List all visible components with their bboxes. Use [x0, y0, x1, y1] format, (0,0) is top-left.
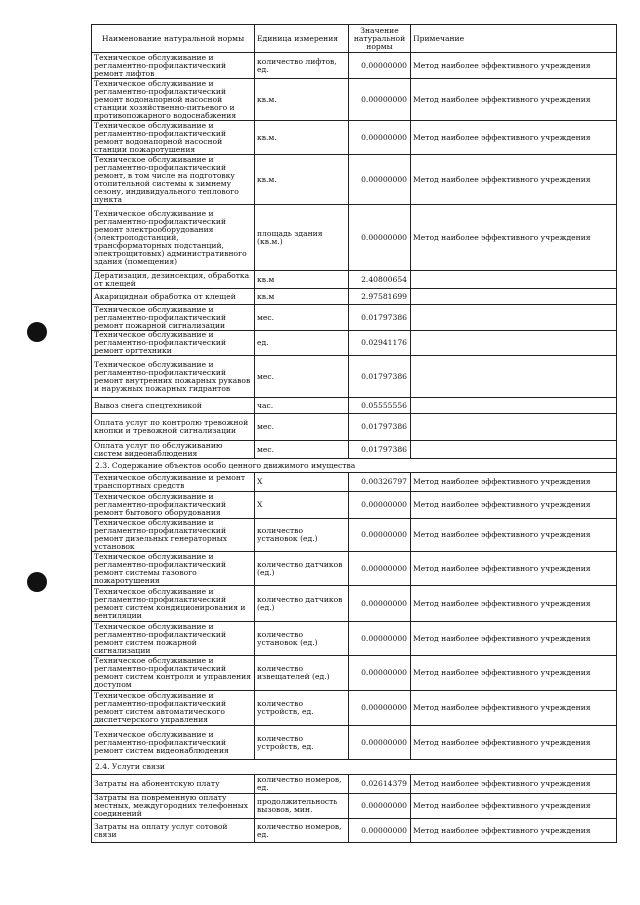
note-cell: Метод наиболее эффективного учреждения [411, 492, 617, 519]
table-row [92, 414, 617, 441]
value-cell: 0.02941176 [349, 331, 411, 356]
note-cell: Метод наиболее эффективного учреждения [411, 794, 617, 819]
value-cell: 0.00000000 [349, 622, 411, 656]
value-cell: 0.00326797 [349, 473, 411, 492]
norm-name-cell: Техническое обслуживание и регламентно-профилактический ремонт электрооборудования (электроподстанций, трансформаторных подстанций, электрощитовых) административного здания (помещения) [92, 205, 255, 271]
table-row [92, 492, 617, 519]
unit-cell: количество устройств, ед. [255, 691, 349, 726]
norms-table [91, 24, 617, 843]
value-cell: 0.00000000 [349, 794, 411, 819]
value-cell: 0.00000000 [349, 656, 411, 691]
note-cell: Метод наиболее эффективного учреждения [411, 53, 617, 79]
note-cell: Метод наиболее эффективного учреждения [411, 586, 617, 622]
note-cell: Метод наиболее эффективного учреждения [411, 622, 617, 656]
table-row [92, 794, 617, 819]
table-row [92, 622, 617, 656]
table-row [92, 79, 617, 121]
unit-cell: количество датчиков (ед.) [255, 552, 349, 586]
value-cell: 0.00000000 [349, 79, 411, 121]
unit-cell: час. [255, 398, 349, 414]
note-cell: Метод наиболее эффективного учреждения [411, 121, 617, 155]
norm-name-cell: Техническое обслуживание и регламентно-профилактический ремонт дизельных генераторных установок [92, 519, 255, 552]
section-title: 2.3. Содержание объектов особо ценного движимого имущества [92, 459, 617, 473]
section-row [92, 760, 617, 775]
norm-name-cell: Акарицидная обработка от клещей [92, 289, 255, 305]
norm-name-cell: Затраты на оплату услуг сотовой связи [92, 819, 255, 843]
unit-cell: продолжительность вызовов, мин. [255, 794, 349, 819]
unit-cell: количество номеров, ед. [255, 775, 349, 794]
norm-name-cell: Техническое обслуживание и регламентно-профилактический ремонт пожарной сигнализации [92, 305, 255, 331]
norm-name-cell: Техническое обслуживание и регламентно-профилактический ремонт систем контроля и управления доступом [92, 656, 255, 691]
table-row [92, 155, 617, 205]
value-cell: 0.00000000 [349, 205, 411, 271]
value-cell: 0.00000000 [349, 492, 411, 519]
norm-name-cell: Техническое обслуживание и регламентно-профилактический ремонт систем видеонаблюдения [92, 726, 255, 760]
table-row [92, 519, 617, 552]
header-note-cell: Примечание [411, 25, 617, 53]
unit-cell: количество устройств, ед. [255, 726, 349, 760]
norm-name-cell: Вывоз снега спецтехникой [92, 398, 255, 414]
value-cell: 0.01797386 [349, 356, 411, 398]
note-cell: Метод наиболее эффективного учреждения [411, 819, 617, 843]
norm-name-cell: Затраты на абонентскую плату [92, 775, 255, 794]
section-title: 2.4. Услуги связи [92, 760, 617, 775]
table-row [92, 121, 617, 155]
table-row [92, 356, 617, 398]
unit-cell: количество датчиков (ед.) [255, 586, 349, 622]
value-cell: 0.00000000 [349, 155, 411, 205]
unit-cell: кв.м [255, 271, 349, 289]
value-cell: 0.00000000 [349, 552, 411, 586]
value-cell: 0.02614379 [349, 775, 411, 794]
unit-cell: количество лифтов, ед. [255, 53, 349, 79]
norm-name-cell: Оплата услуг по обслуживанию систем видеонаблюдения [92, 441, 255, 459]
norm-name-cell: Техническое обслуживание и регламентно-профилактический ремонт бытового оборудования [92, 492, 255, 519]
value-cell: 0.00000000 [349, 121, 411, 155]
note-cell: Метод наиболее эффективного учреждения [411, 155, 617, 205]
table-row [92, 331, 617, 356]
unit-cell: ед. [255, 331, 349, 356]
unit-cell: кв.м. [255, 121, 349, 155]
norm-name-cell: Дератизация, дезинсекция, обработка от клещей [92, 271, 255, 289]
header-name-cell: Наименование натуральной нормы [92, 25, 255, 53]
table-row [92, 656, 617, 691]
unit-cell: Х [255, 492, 349, 519]
value-cell: 0.01797386 [349, 305, 411, 331]
value-cell: 0.00000000 [349, 691, 411, 726]
norm-name-cell: Техническое обслуживание и регламентно-профилактический ремонт внутренних пожарных рукавов и наружных пожарных гидрантов [92, 356, 255, 398]
value-cell: 2.97581699 [349, 289, 411, 305]
norm-name-cell: Техническое обслуживание и регламентно-профилактический ремонт оргтехники [92, 331, 255, 356]
norm-name-cell: Техническое обслуживание и регламентно-профилактический ремонт лифтов [92, 53, 255, 79]
punch-hole [27, 322, 47, 342]
table-row [92, 53, 617, 79]
value-cell: 0.01797386 [349, 414, 411, 441]
note-cell [411, 398, 617, 414]
unit-cell: количество установок (ед.) [255, 519, 349, 552]
unit-cell: кв.м. [255, 155, 349, 205]
norm-name-cell: Техническое обслуживание и регламентно-профилактический ремонт системы газового пожаротушения [92, 552, 255, 586]
table-row [92, 552, 617, 586]
norm-name-cell: Оплата услуг по контролю тревожной кнопки и тревожной сигнализации [92, 414, 255, 441]
norm-name-cell: Техническое обслуживание и регламентно-профилактический ремонт систем автоматического диспетчерского управления [92, 691, 255, 726]
value-cell: 0.05555556 [349, 398, 411, 414]
unit-cell: мес. [255, 414, 349, 441]
note-cell: Метод наиболее эффективного учреждения [411, 775, 617, 794]
table-row [92, 691, 617, 726]
norm-name-cell: Техническое обслуживание и регламентно-профилактический ремонт водонапорной насосной станции хозяйственно-питьевого и противопожарного водоснабжения [92, 79, 255, 121]
unit-cell: площадь здания (кв.м.) [255, 205, 349, 271]
unit-cell: количество установок (ед.) [255, 622, 349, 656]
unit-cell: Х [255, 473, 349, 492]
note-cell [411, 271, 617, 289]
note-cell: Метод наиболее эффективного учреждения [411, 656, 617, 691]
note-cell: Метод наиболее эффективного учреждения [411, 205, 617, 271]
unit-cell: количество извещателей (ед.) [255, 656, 349, 691]
norm-name-cell: Техническое обслуживание и регламентно-профилактический ремонт, в том числе на подготовку отопительной системы к зимнему сезону, индивидуального теплового пункта [92, 155, 255, 205]
note-cell: Метод наиболее эффективного учреждения [411, 691, 617, 726]
table-row [92, 271, 617, 289]
punch-hole [27, 572, 47, 592]
note-cell: Метод наиболее эффективного учреждения [411, 79, 617, 121]
unit-cell: мес. [255, 305, 349, 331]
note-cell [411, 441, 617, 459]
table-row [92, 289, 617, 305]
table-row [92, 726, 617, 760]
note-cell: Метод наиболее эффективного учреждения [411, 726, 617, 760]
unit-cell: кв.м. [255, 79, 349, 121]
norm-name-cell: Техническое обслуживание и регламентно-профилактический ремонт систем пожарной сигнализации [92, 622, 255, 656]
value-cell: 2.40800654 [349, 271, 411, 289]
value-cell: 0.00000000 [349, 726, 411, 760]
unit-cell: кв.м [255, 289, 349, 305]
norm-name-cell: Техническое обслуживание и регламентно-профилактический ремонт водонапорной насосной станции пожаротушения [92, 121, 255, 155]
table-row [92, 473, 617, 492]
table-row [92, 775, 617, 794]
table-row [92, 819, 617, 843]
note-cell: Метод наиболее эффективного учреждения [411, 552, 617, 586]
table-row [92, 441, 617, 459]
header-unit-cell: Единица измерения [255, 25, 349, 53]
note-cell [411, 356, 617, 398]
note-cell [411, 305, 617, 331]
value-cell: 0.00000000 [349, 586, 411, 622]
note-cell [411, 289, 617, 305]
section-row [92, 459, 617, 473]
table-row [92, 398, 617, 414]
value-cell: 0.00000000 [349, 819, 411, 843]
note-cell: Метод наиболее эффективного учреждения [411, 473, 617, 492]
table-row [92, 305, 617, 331]
norm-name-cell: Затраты на повременную оплату местных, междугородних телефонных соединений [92, 794, 255, 819]
value-cell: 0.01797386 [349, 441, 411, 459]
value-cell: 0.00000000 [349, 53, 411, 79]
value-cell: 0.00000000 [349, 519, 411, 552]
table-row [92, 205, 617, 271]
unit-cell: мес. [255, 441, 349, 459]
header-value-cell: Значение натуральной нормы [349, 25, 411, 53]
table-row [92, 586, 617, 622]
unit-cell: количество номеров, ед. [255, 819, 349, 843]
table-header-row [92, 25, 617, 53]
norm-name-cell: Техническое обслуживание и регламентно-профилактический ремонт систем кондиционирования и вентиляции [92, 586, 255, 622]
unit-cell: мес. [255, 356, 349, 398]
note-cell: Метод наиболее эффективного учреждения [411, 519, 617, 552]
norm-name-cell: Техническое обслуживание и ремонт транспортных средств [92, 473, 255, 492]
note-cell [411, 331, 617, 356]
note-cell [411, 414, 617, 441]
